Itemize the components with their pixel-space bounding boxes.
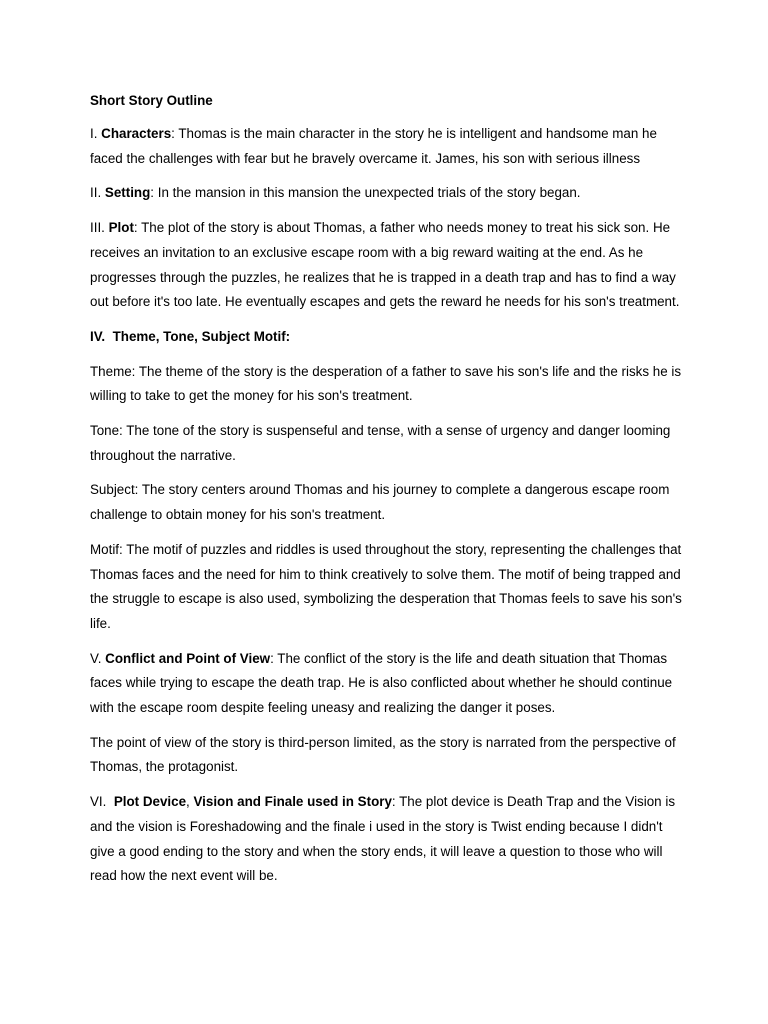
subject-paragraph: Subject: The story centers around Thomas and his journey to complete a dangerous escape room challenge to obtain money for his son's treatment. xyxy=(90,482,670,523)
plot-paragraph xyxy=(90,216,682,315)
plot-device-label: Plot Device xyxy=(113,794,187,810)
plot-number: III. xyxy=(90,220,109,236)
setting-paragraph xyxy=(90,181,682,206)
tone-paragraph: Tone: The tone of the story is suspenseful and tense, with a sense of urgency and danger looming throughout the narrative. xyxy=(90,423,671,463)
point-of-view-paragraph: The point of view of the story is third-person limited, as the story is narrated from the perspective of Thomas, the protagonist. xyxy=(90,734,676,775)
document-title: Short Story Outline xyxy=(90,93,213,108)
plot-device-text: : The plot device is Death Trap and the Vision is and the vision is Foreshadowing and the finale i used in the story is Twist ending because I didn't give a good ending to the story and when the story ends, it will leave a question to those who will read how the next event will be. xyxy=(90,794,676,884)
setting-number: II. xyxy=(90,185,105,201)
plot-text: : The plot of the story is about Thomas, a father who needs money to treat his sick son. He receives an invitation to an exclusive escape room with a big reward waiting at the end. As he progresses through the puzzles, he realizes that he is trapped in a death trap and has to find a way out before it's too late. He eventually escapes and gets the reward he needs for his son's treatment. xyxy=(90,220,680,310)
characters-number: I. xyxy=(90,126,102,141)
theme-section-heading: IV. Theme, Tone, Subject Motif: xyxy=(90,328,291,344)
theme-paragraph: Theme: The theme of the story is the desperation of a father to save his son's life and the risks he is willing to take to get the money for his son's treatment. xyxy=(90,363,682,404)
plot-device-paragraph xyxy=(90,790,682,889)
plot-device-number: VI. xyxy=(90,794,114,810)
characters-text: : Thomas is the main character in the story he is intelligent and handsome man he faced the challenges with fear but he bravely overcame it. James, his son with serious illness xyxy=(90,126,657,166)
plot-device-separator: , xyxy=(186,794,194,810)
motif-paragraph: Motif: The motif of puzzles and riddles is used throughout the story, representing the challenges that Thomas faces and the need for him to think creatively to solve them. The motif of being trapped and the struggle to escape is also used, symbolizing the desperation that Thomas feels to save his son's life. xyxy=(90,541,682,631)
conflict-label: Conflict and Point of View xyxy=(105,650,271,666)
conflict-paragraph xyxy=(90,647,682,721)
characters-label: Characters xyxy=(101,126,172,141)
characters-paragraph xyxy=(90,122,682,171)
setting-text: : In the mansion in this mansion the unexpected trials of the story began. xyxy=(150,185,581,201)
conflict-number: V. xyxy=(90,650,106,666)
plot-label: Plot xyxy=(108,220,134,236)
conflict-text: : The conflict of the story is the life and death situation that Thomas faces while trying to escape the death trap. He is also conflicted about whether he should continue with the escape room despite feeling uneasy and realizing the danger it poses. xyxy=(90,650,673,716)
setting-label: Setting xyxy=(104,185,151,201)
vision-finale-label: Vision and Finale used in Story xyxy=(193,794,392,810)
